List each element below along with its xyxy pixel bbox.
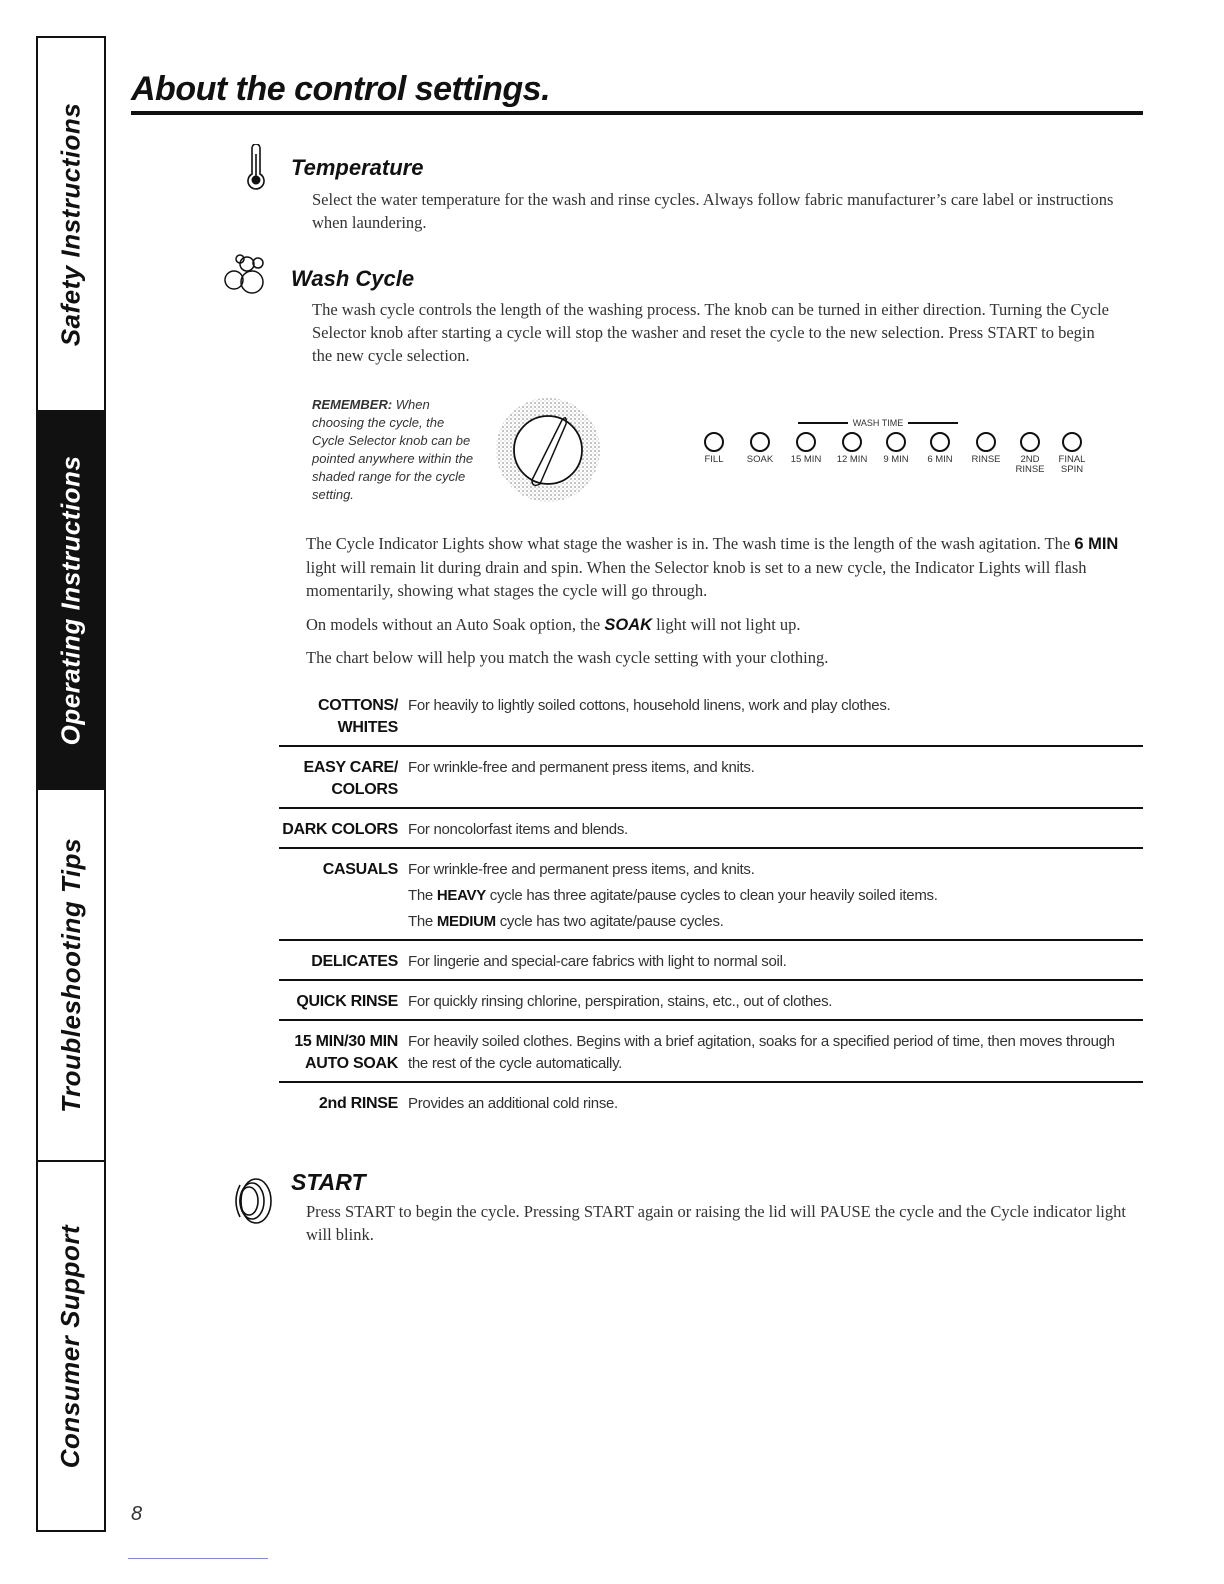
indicator-paragraph: The Cycle Indicator Lights show what stage the washer is in. The wash time is the length of the wash agitation. The 6 MIN light will remain lit during drain and spin. When the Selector knob is set to a new cycle, the Indicator Lights will flash momentarily, showing what stages the cycle will go through. [306,534,1119,600]
cycle-selector-knob[interactable] [474,394,622,504]
tab-label: Consumer Support [55,1224,86,1468]
indicator-light-15min: 15 MIN [784,432,828,465]
six-min-label: 6 MIN [1074,535,1119,553]
cycle-name: QUICK RINSE [296,993,398,1010]
cycle-name: 15 MIN/30 MIN AUTO SOAK [294,1033,398,1072]
wash-cycle-icon [222,254,272,296]
soak-label: SOAK [604,616,653,634]
cycle-description: For wrinkle-free and permanent press items, and knits. [408,759,755,776]
chart-intro-paragraph: The chart below will help you match the wash cycle setting with your clothing. [306,648,829,667]
remember-label: REMEMBER: [312,397,393,412]
tab-label: Safety Instructions [55,102,86,346]
side-tab-bar [36,36,106,1532]
start-text: Press START to begin the cycle. Pressing START again or raising the lid will PAUSE the cycle and the Cycle indicator light will blink. [306,1202,1126,1244]
page-number: 8 [131,1503,143,1525]
start-heading: START [291,1169,366,1195]
indicator-light-2nd-rinse: 2ND RINSE [1008,432,1052,475]
cycle-row [279,754,1143,809]
indicator-light-soak: SOAK [738,432,782,465]
cycle-name: EASY CARE/ COLORS [303,759,398,798]
cycle-description [398,859,938,933]
casuals-heavy-note: The HEAVY cycle has three agitate/pause cycles to clean your heavily soiled items. [408,887,938,904]
page-title: About the control settings. [131,70,551,108]
cycle-name: 2nd RINSE [318,1095,398,1112]
tab-label: Operating Instructions [55,455,86,745]
cycle-name: DELICATES [311,953,398,970]
tab-troubleshooting-tips[interactable] [38,790,104,1162]
casuals-desc: For wrinkle-free and permanent press items, and knits. [408,861,755,878]
tab-label: Troubleshooting Tips [55,837,86,1113]
wash-cycle-heading: Wash Cycle [291,266,415,291]
tab-consumer-support[interactable] [38,1162,104,1530]
temperature-text: Select the water temperature for the wash and rinse cycles. Always follow fabric manufacturer’s care label or instructions when laundering. [312,190,1114,232]
cycle-description: For heavily to lightly soiled cottons, household linens, work and play clothes. [408,697,891,714]
temperature-heading: Temperature [291,155,424,180]
indicator-light-rinse: RINSE [964,432,1008,465]
cycle-description: For noncolorfast items and blends. [408,821,628,838]
cycle-chart [279,692,1143,1128]
cycle-row [279,1028,1143,1083]
wash-cycle-text: The wash cycle controls the length of the washing process. The knob can be turned in either direction. Turning the Cycle Selector knob after starting a cycle will stop the washer and reset the cycle to the new selection. Press START to begin the new cycle selection. [312,300,1109,365]
start-button-icon [230,1175,276,1227]
cycle-description: For quickly rinsing chlorine, perspiration, stains, etc., out of clothes. [408,993,833,1010]
footer-divider [128,1558,268,1559]
casuals-medium-note: The MEDIUM cycle has two agitate/pause cycles. [408,913,724,930]
cycle-description: For heavily soiled clothes. Begins with a brief agitation, soaks for a specified period of time, then moves through the rest of the cycle automatically. [408,1033,1115,1072]
cycle-row [279,816,1143,849]
cycle-description: For lingerie and special-care fabrics with light to normal soil. [408,953,787,970]
title-divider [131,111,1143,115]
cycle-name: DARK COLORS [282,821,398,838]
wash-time-label [798,418,958,428]
wash-time-text: WASH TIME [852,418,904,428]
cycle-row [279,948,1143,981]
cycle-row [279,1090,1143,1121]
cycle-name: COTTONS/ WHITES [318,697,398,736]
tab-operating-instructions[interactable] [38,412,104,790]
indicator-light-12min: 12 MIN [830,432,874,465]
cycle-name: CASUALS [322,861,398,878]
cycle-row [279,692,1143,747]
remember-note [312,396,477,504]
indicator-light-9min: 9 MIN [874,432,918,465]
knob-dial [514,416,582,484]
indicator-light-fill: FILL [692,432,736,465]
remember-text: When choosing the cycle, the Cycle Selector knob can be pointed anywhere within the shaded range for the cycle setting. [312,397,474,502]
tab-safety-instructions[interactable] [38,38,104,412]
thermometer-icon [244,144,268,190]
cycle-row [279,856,1143,941]
indicator-light-final-spin: FINAL SPIN [1050,432,1094,475]
cycle-row [279,988,1143,1021]
soak-paragraph: On models without an Auto Soak option, the SOAK light will not light up. [306,615,801,634]
indicator-light-6min: 6 MIN [918,432,962,465]
cycle-description: Provides an additional cold rinse. [408,1095,618,1112]
